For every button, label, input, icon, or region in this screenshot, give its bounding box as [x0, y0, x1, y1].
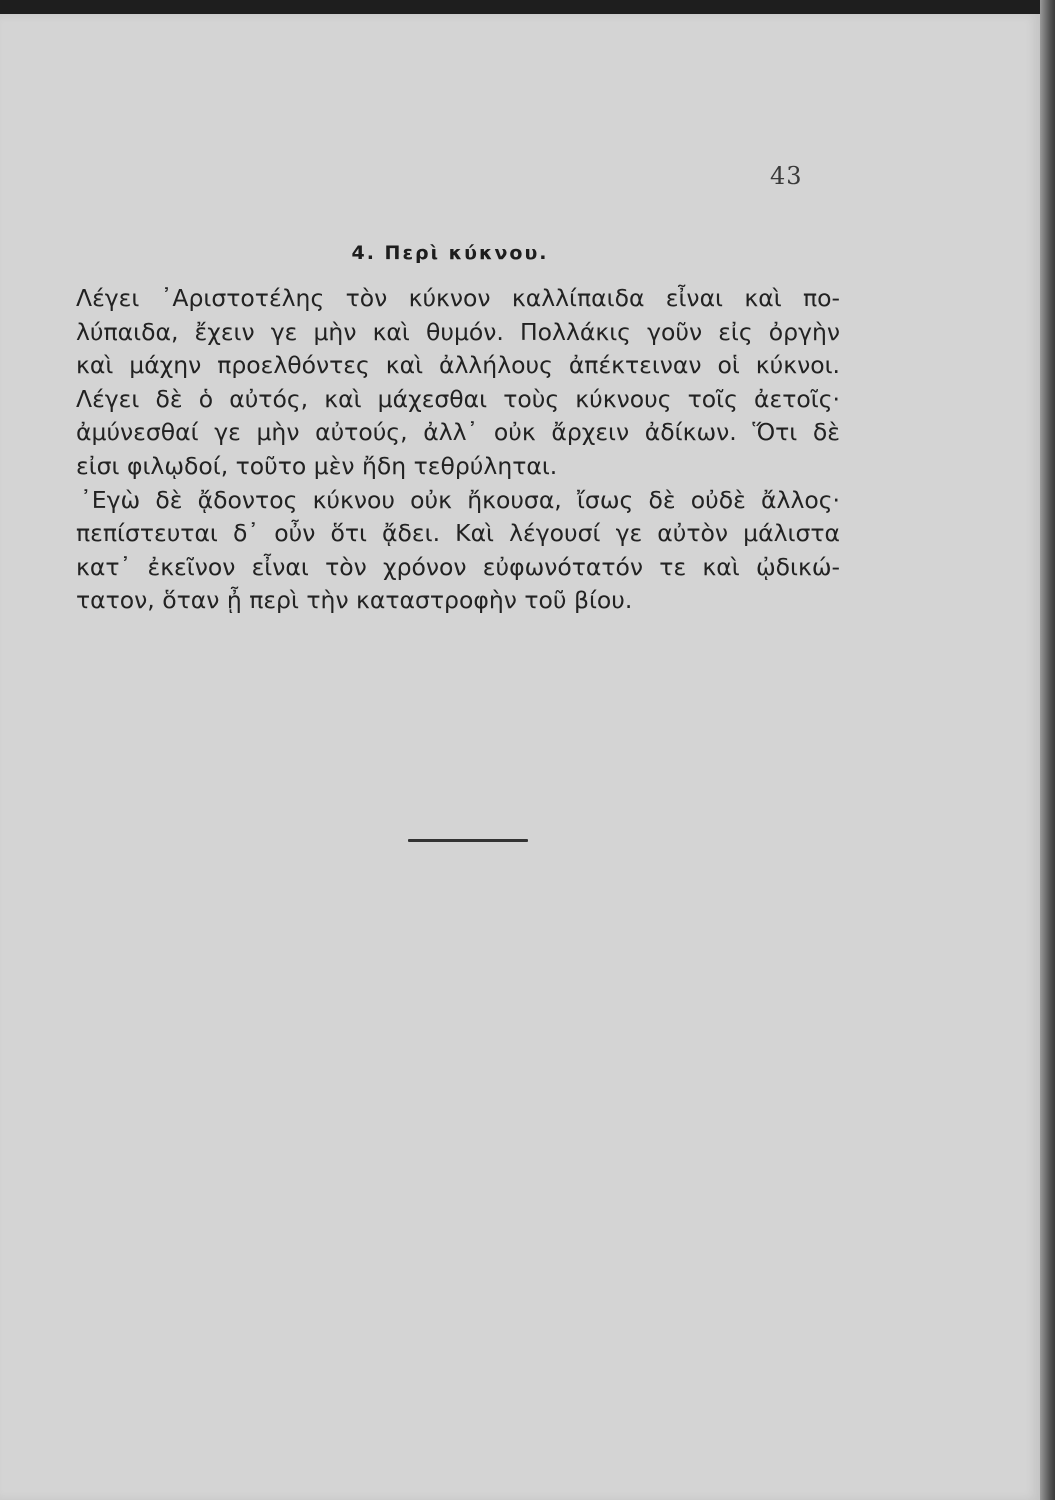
body-text	[76, 282, 840, 618]
section-heading: 4. Περὶ κύκνου.	[351, 242, 549, 264]
paragraph-1-line-6: εἰσι φιλῳδοί, τοῦτο μὲν ἤδη τεθρύληται.	[76, 451, 558, 480]
paragraph-1-line-4: Λέγει δὲ ὁ αὐτός, καὶ μάχεσθαι τοὺς κύκνους τοῖς ἀετοῖς·	[76, 384, 840, 413]
page-number: 43	[770, 162, 803, 190]
section-end-rule	[408, 839, 528, 842]
paragraph-2-line-4: τατον, ὅταν ᾖ περὶ τὴν καταστροφὴν τοῦ βίου.	[76, 586, 633, 615]
paragraph-1-line-3: καὶ μάχην προελθόντες καὶ ἀλλήλους ἀπέκτειναν οἱ κύκνοι.	[76, 351, 840, 380]
book-spine-edge	[1040, 0, 1055, 1500]
book-page	[0, 14, 1040, 1500]
paragraph-1-line-1: Λέγει ᾿Αριστοτέλης τὸν κύκνον καλλίπαιδα εἶναι καὶ πο-	[76, 284, 840, 312]
paragraph-2-line-2: πεπίστευται δ᾿ οὖν ὅτι ᾄδει. Καὶ λέγουσί γε αὐτὸν μάλιστα	[76, 519, 840, 548]
paragraph-2-line-1: ᾿Εγὼ δὲ ᾄδοντος κύκνου οὐκ ἤκουσα, ἴσως δὲ οὐδὲ ἄλλος·	[80, 485, 840, 514]
paragraph-2-line-3: κατ᾿ ἐκεῖνον εἶναι τὸν χρόνον εὐφωνότατόν τε καὶ ᾠδικώ-	[76, 552, 840, 581]
paragraph-1-line-5: ἀμύνεσθαί γε μὴν αὐτούς, ἀλλ᾿ οὐκ ἄρχειν ἀδίκων. Ὅτι δὲ	[76, 418, 840, 447]
paragraph-1-line-2: λύπαιδα, ἔχειν γε μὴν καὶ θυμόν. Πολλάκις γοῦν εἰς ὀργὴν	[76, 317, 840, 346]
